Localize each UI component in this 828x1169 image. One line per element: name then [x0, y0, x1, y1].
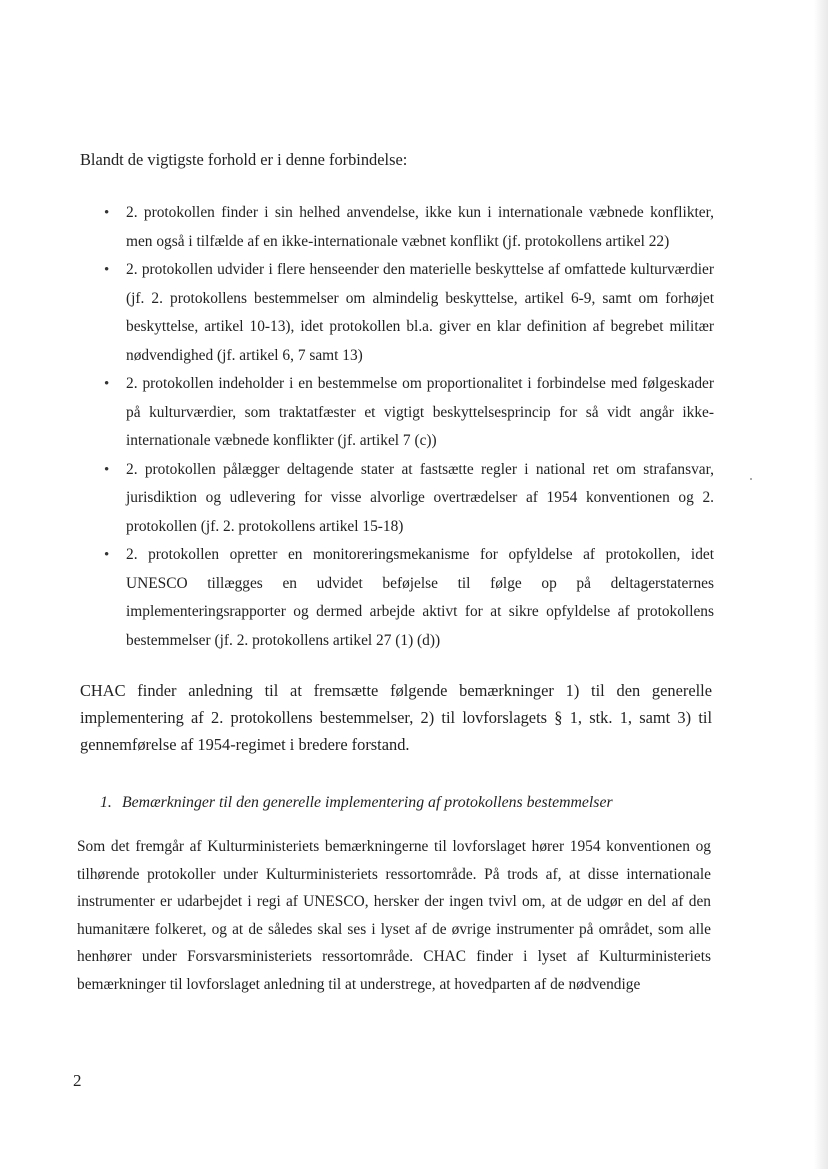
list-item [0, 456, 714, 542]
bullet-icon: • [104, 547, 110, 563]
list-item [0, 199, 714, 256]
bullet-list [0, 199, 828, 655]
list-item-text: 2. protokollen indeholder i en bestemmelse om proportionalitet i forbindelse med følgeskader på kulturværdier, som traktatfæster et vigtigt beskyttelsesprincip for så vidt angår ikke-internationale væbnede konflikter (jf. artikel 7 (c)) [126, 375, 714, 449]
bullet-icon: • [104, 262, 110, 278]
section-title: Bemærkninger til den generelle implementering af protokollens bestemmelser [122, 794, 613, 811]
section-heading [100, 793, 613, 813]
list-item-text: 2. protokollen udvider i flere henseender den materielle beskyttelse af omfattede kulturværdier (jf. 2. protokollens bestemmelser om almindelig beskyttelse, artikel 6-9, samt om forhøjet beskyttelse, artikel 10-13), idet protokollen bl.a. giver en klar definition af begrebet militær nødvendighed (jf. artikel 6, 7 samt 13) [126, 261, 714, 364]
list-item [0, 370, 714, 456]
section-number: 1. [100, 794, 112, 811]
list-item-text: 2. protokollen finder i sin helhed anvendelse, ikke kun i internationale væbnede konflikter, men også i tilfælde af en ikke-internationale væbnet konflikt (jf. protokollens artikel 22) [126, 204, 714, 250]
bullet-icon: • [104, 461, 110, 478]
list-item-text: 2. protokollen pålægger deltagende stater at fastsætte regler i national ret om strafansvar, jurisdiktion og udlevering for visse alvorlige overtrædelser af 1954 konventionen og 2. protokollen (jf. 2. protokollens artikel 15-18) [126, 460, 714, 535]
list-item [0, 541, 714, 655]
bullet-icon: • [104, 376, 110, 392]
body-paragraph: Som det fremgår af Kulturministeriets bemærkningerne til lovforslaget hører 1954 konventionen og tilhørende protokoller under Kulturministeriets ressortområde. På trods af, at disse internationale instrumenter er udarbejdet i regi af UNESCO, hersker der ingen tvivl om, at de udgør en del af den humanitære folkeret, og at de således skal ses i lyset af de øvrige instrumenter på området, som alle henhører under Forsvarsministeriets ressortområde. CHAC finder i lyset af Kulturministeriets bemærkninger til lovforslaget anledning til at understrege, at hovedparten af de nødvendige [77, 838, 711, 993]
list-item-text: 2. protokollen opretter en monitoreringsmekanisme for opfyldelse af protokollen, idet UNESCO tillægges en udvidet beføjelse til følge op på deltagerstaternes implementeringsrapporter og dermed arbejde aktivt for at sikre opfyldelse af protokollens bestemmelser (jf. 2. protokollens artikel 27 (1) (d)) [126, 546, 714, 649]
page-number: 2 [73, 1071, 82, 1090]
list-item [0, 256, 714, 370]
bullet-icon: • [104, 205, 110, 221]
remarks-paragraph: CHAC finder anledning til at fremsætte følgende bemærkninger 1) til den generelle implementering af 2. protokollens bestemmelser, 2) til lovforslagets § 1, stk. 1, samt 3) til gennemførelse af 1954-regimet i bredere forstand. [80, 681, 712, 754]
intro-paragraph: Blandt de vigtigste forhold er i denne forbindelse: [80, 150, 408, 169]
